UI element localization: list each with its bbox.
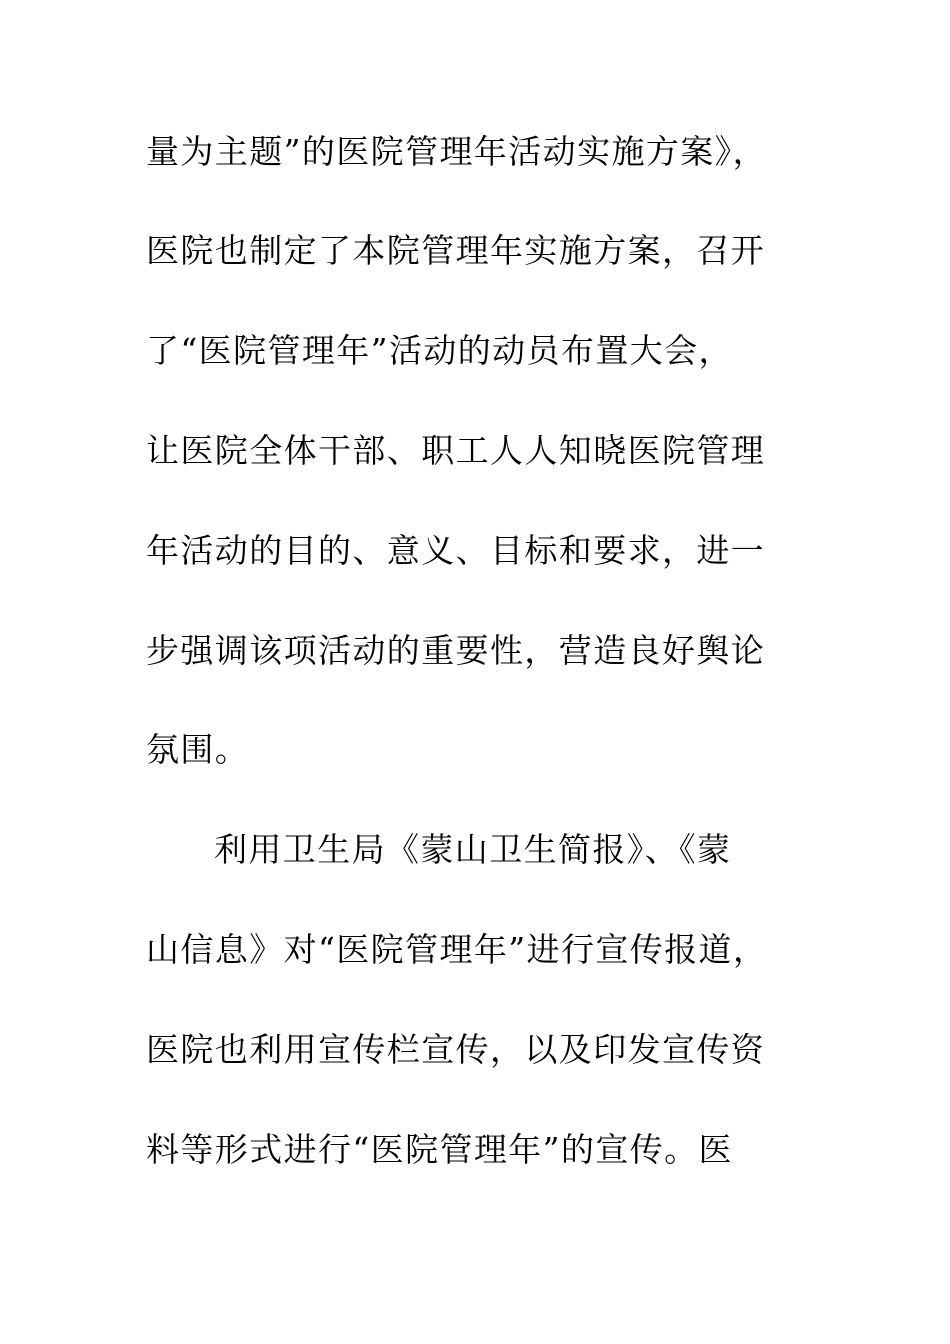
text-line: 步强调该项活动的重要性，营造良好舆论 bbox=[146, 631, 766, 670]
text-line: 年活动的目的、意义、目标和要求，进一 bbox=[146, 531, 766, 570]
paragraph-first-line: 利用卫生局《蒙山卫生简报》、《蒙 bbox=[214, 830, 732, 869]
text-line: 让医院全体干部、职工人人知晓医院管理 bbox=[146, 431, 766, 470]
text-line: 料等形式进行“医院管理年”的宣传。医 bbox=[146, 1130, 733, 1169]
text-line: 医院也利用宣传栏宣传，以及印发宣传资 bbox=[146, 1030, 766, 1069]
text-line: 医院也制定了本院管理年实施方案，召开 bbox=[146, 231, 766, 270]
text-line: 量为主题”的医院管理年活动实施方案》， bbox=[146, 132, 767, 171]
text-line: 了“医院管理年”活动的动员布置大会， bbox=[146, 331, 733, 370]
text-line: 氛围。 bbox=[146, 730, 250, 769]
text-line: 山信息》对“医院管理年”进行宣传报道， bbox=[146, 930, 768, 969]
